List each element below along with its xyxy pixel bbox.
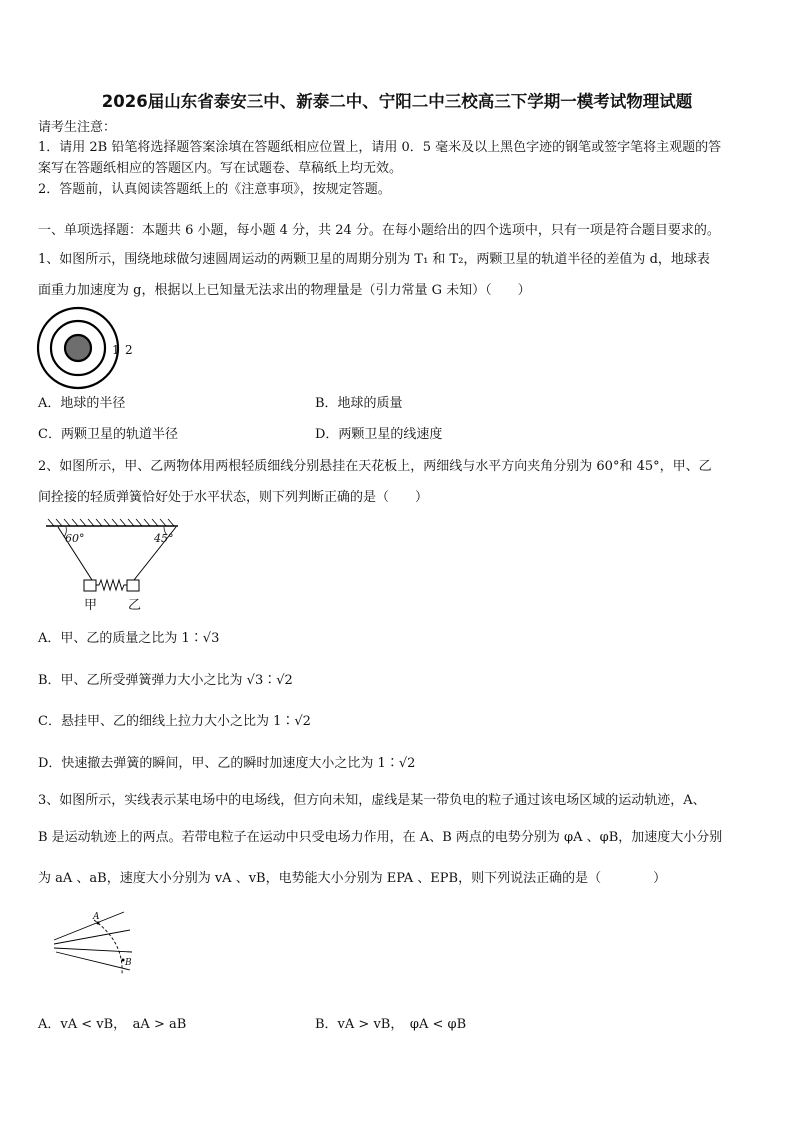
body-yi-label: 乙: [128, 598, 142, 613]
field-line-4: [56, 952, 130, 970]
q2-option-a: A．甲、乙的质量之比为 1∶√3: [38, 631, 220, 646]
q3-stem-line-1: 3、如图所示，实线表示某电场中的电场线，但方向未知，虚线是某一带负电的粒子通过该电场区域的运动轨迹，A、: [38, 793, 706, 808]
section-1-heading: 一、单项选择题：本题共 6 小题，每小题 4 分，共 24 分。在每小题给出的四个选项中，只有一项是符合题目要求的。: [38, 223, 720, 238]
q1-stem-line-2: 面重力加速度为 g，根据以上已知量无法求出的物理量是（引力常量 G 未知）（ ）: [38, 283, 531, 298]
q3-stem-line-2: B 是运动轨迹上的两点。若带电粒子在运动中只受电场力作用，在 A、B 两点的电势分别为 φA 、φB，加速度大小分别: [38, 830, 723, 845]
q2-stem-line-1: 2、如图所示，甲、乙两物体用两根轻质细线分别悬挂在天花板上，两细线与水平方向夹角分别为 60°和 45°，甲、乙: [38, 459, 712, 474]
q2-stem-line-2: 间拴接的轻质弹簧恰好处于水平状态，则下列判断正确的是（ ）: [38, 490, 429, 505]
q3-option-a: A．vA < vB， aA > aB: [38, 1017, 187, 1032]
ceiling-hatch: [48, 519, 174, 526]
notice-item-2: 2．答题前，认真阅读答题纸上的《注意事项》，按规定答题。: [38, 182, 391, 197]
notice-item-1-line-2: 案写在答题纸相应的答题区内。写在试题卷、草稿纸上均无效。: [38, 161, 403, 176]
q1-option-a: A．地球的半径: [38, 396, 126, 411]
field-line-1: [54, 912, 124, 940]
body-jia: [84, 580, 96, 591]
particle-trajectory: [94, 920, 122, 974]
q1-stem-line-1: 1、如图所示，围绕地球做匀速圆周运动的两颗卫星的周期分别为 T₁ 和 T₂，两颗卫星的轨道半径的差值为 d，地球表: [38, 252, 710, 267]
angle-45-label: 45°: [154, 532, 174, 545]
q1-option-c: C．两颗卫星的轨道半径: [38, 427, 178, 442]
body-yi: [127, 580, 139, 591]
q3-stem-line-3: 为 aA 、aB，速度大小分别为 vA 、vB，电势能大小分别为 EPA 、EPB，则下列说法正确的是（ ）: [38, 871, 667, 886]
orbit-label-1: 1: [112, 343, 120, 357]
notice-item-1-line-1: 1．请用 2B 铅笔将选择题答案涂填在答题纸相应位置上，请用 0．5 毫米及以上黑色字迹的钢笔或签字笔将主观题的答: [38, 140, 722, 155]
point-a-label: A: [93, 912, 100, 922]
orbit-label-2: 2: [125, 343, 133, 357]
q2-option-b: B．甲、乙所受弹簧弹力大小之比为 √3∶√2: [38, 673, 293, 688]
point-b-label: B: [125, 958, 132, 968]
body-jia-label: 甲: [84, 598, 98, 613]
angle-60-label: 60°: [65, 532, 85, 545]
q2-option-d: D．快速撤去弹簧的瞬间，甲、乙的瞬时加速度大小之比为 1∶√2: [38, 756, 416, 771]
notice-heading: 请考生注意：: [38, 120, 117, 135]
spring: [96, 580, 127, 590]
q2-option-c: C．悬挂甲、乙的细线上拉力大小之比为 1∶√2: [38, 714, 311, 729]
field-line-3: [54, 948, 132, 952]
page-title: 2026届山东省泰安三中、新泰二中、宁阳二中三校高三下学期一模考试物理试题: [101, 92, 693, 111]
field-line-2: [54, 930, 130, 944]
q3-option-b: B．vA > vB， φA < φB: [315, 1017, 467, 1032]
q1-option-d: D．两颗卫星的线速度: [315, 427, 443, 442]
earth: [65, 335, 91, 361]
q1-option-b: B．地球的质量: [315, 396, 403, 411]
